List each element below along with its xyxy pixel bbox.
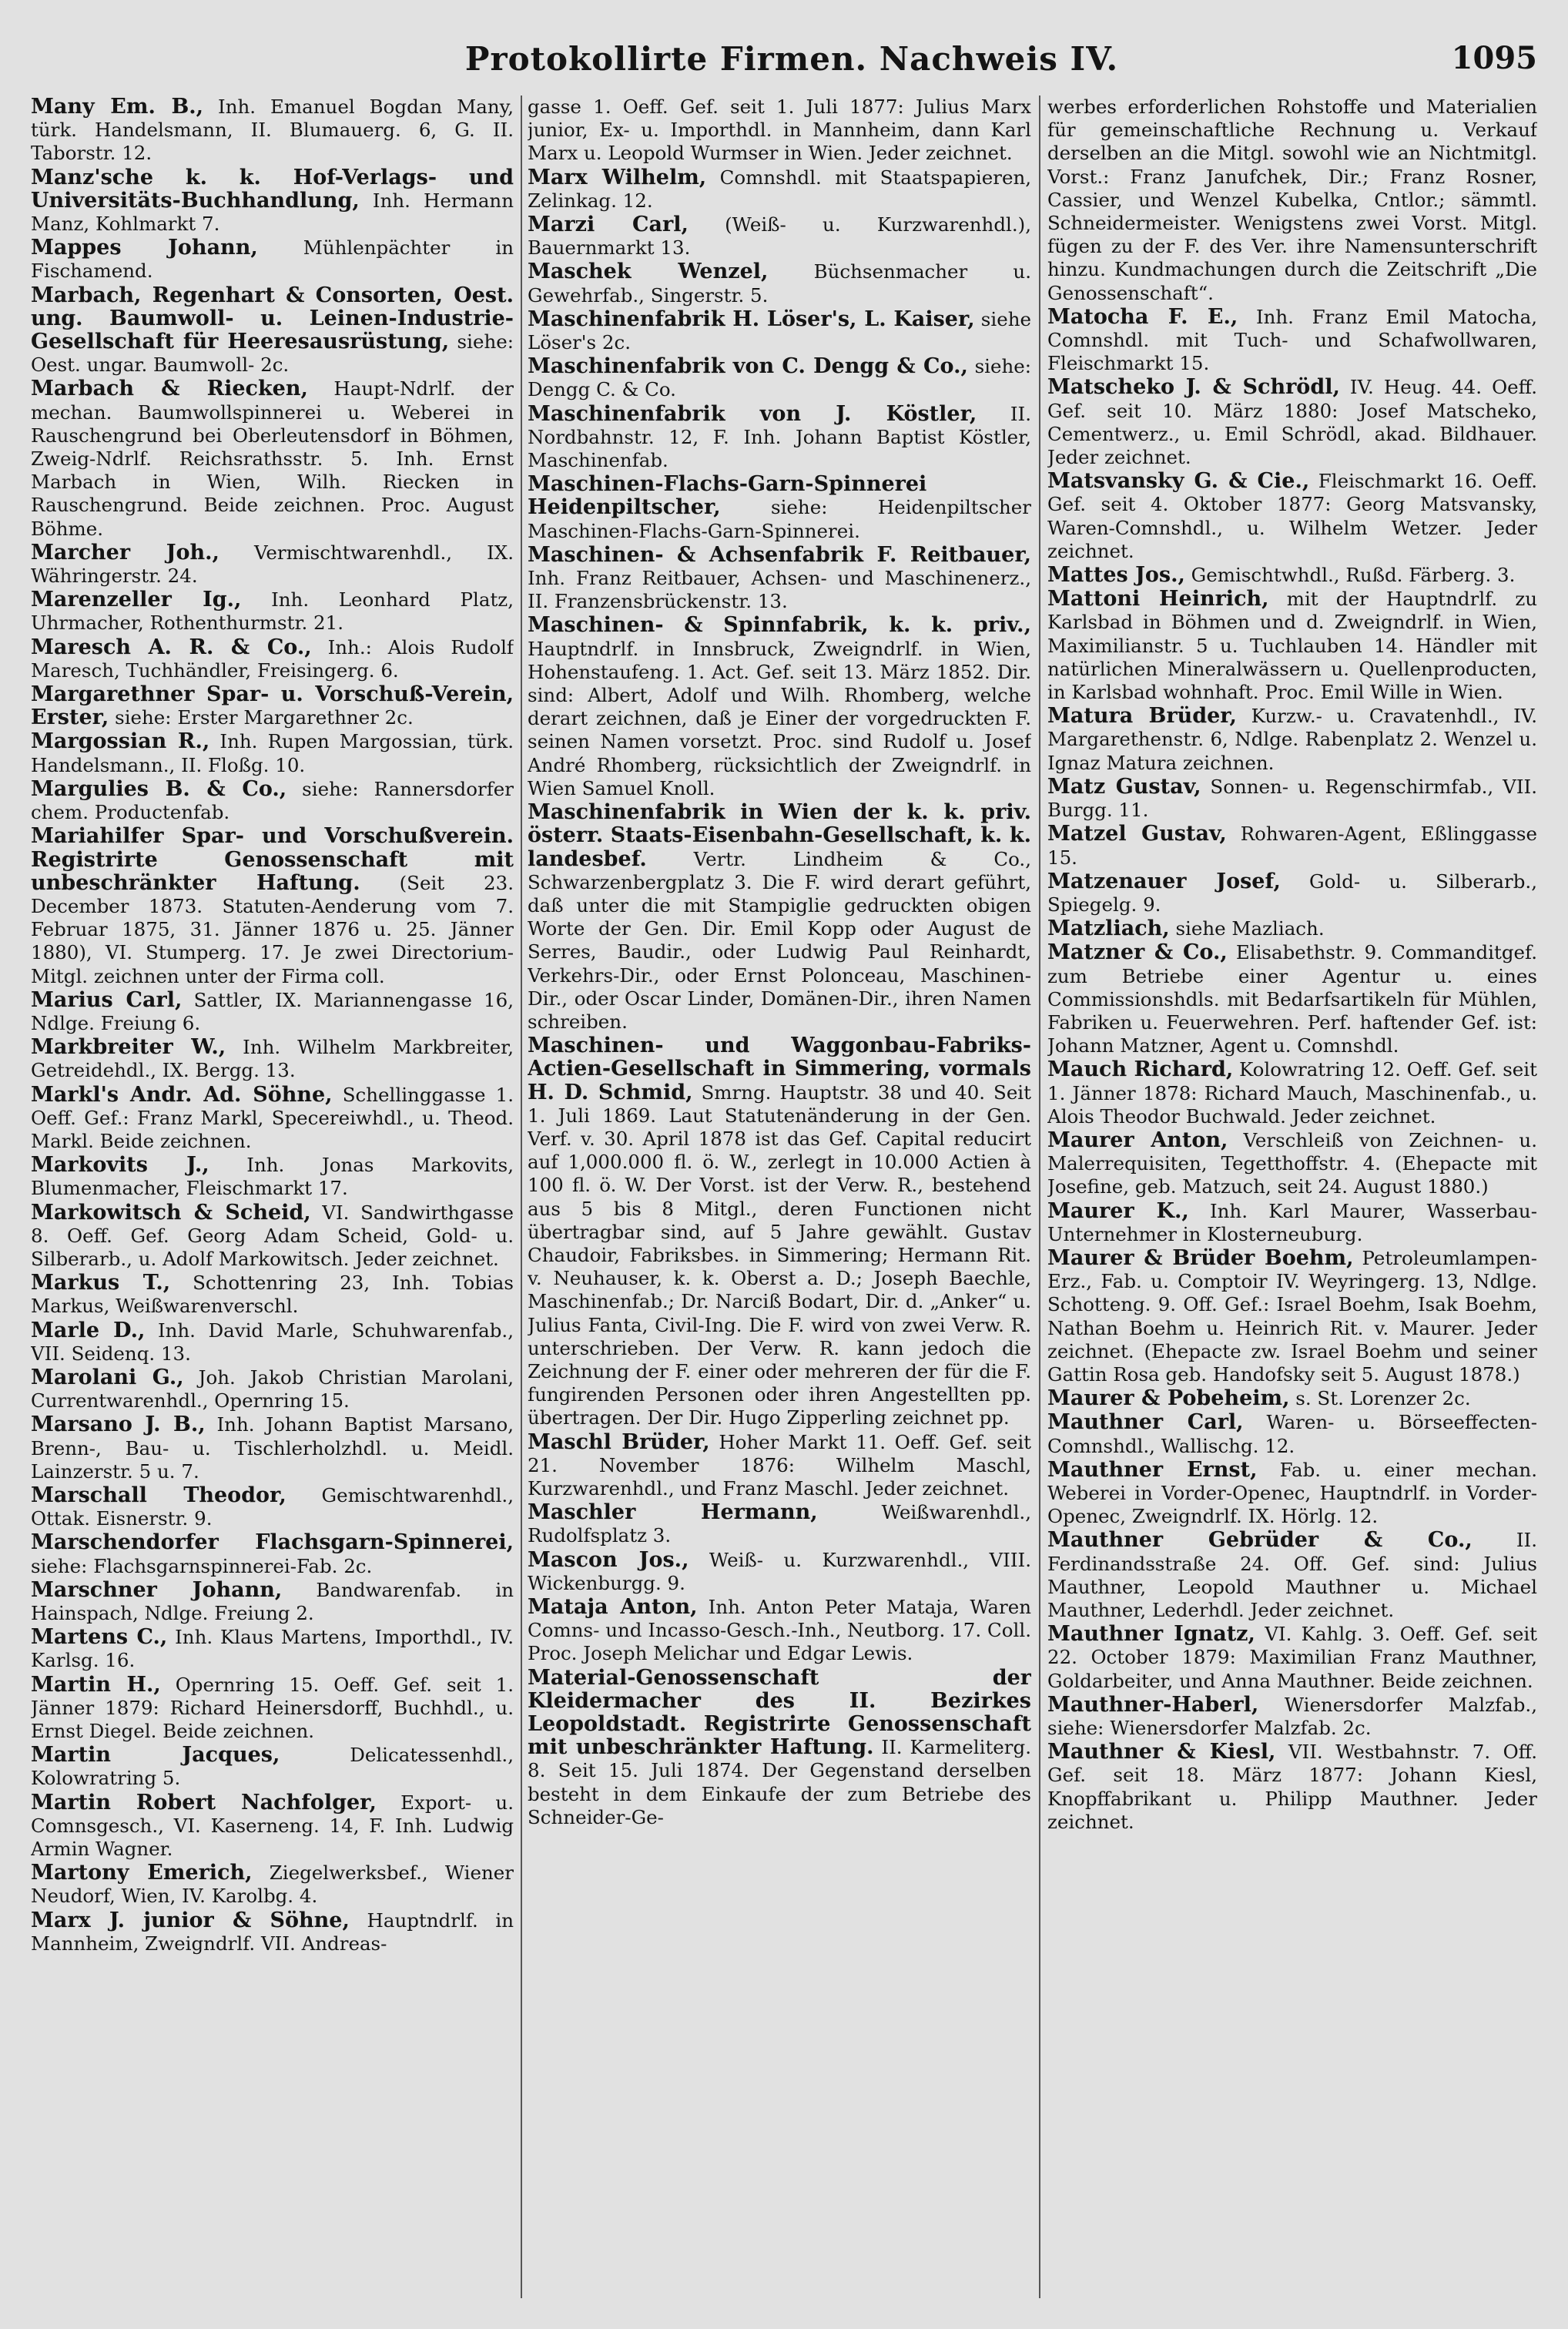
firm-name: Many Em. B., [31,96,204,119]
entry-text: Hoher Markt 11. Oeff. Gef. seit 21. November 1876: Wilhelm Maschl, Kurzwarenhdl., und Franz Maschl. Jeder zeichnet. [528,1430,1031,1500]
directory-entry [528,1034,1031,1429]
entry-text: Kolowratring 12. Oeff. Gef. seit 1. Jänner 1878: Richard Mauch, Maschinenfab., u. Alois Theodor Buchwald. Jeder zeichnet. [1047,1058,1537,1128]
firm-name: Marx J. junior & Söhne, [31,1908,350,1932]
firm-name: Marsano J. B., [31,1412,206,1437]
firm-name: Maresch A. R. & Co., [31,635,312,659]
firm-name: Mattes Jos., [1047,563,1185,588]
directory-entry [31,730,514,776]
entry-text: Weiß- u. Kurzwarenhdl., VIII. Wickenburgg. 9. [528,1548,1031,1594]
directory-entry [1047,1623,1537,1693]
directory-entry [31,1154,514,1200]
firm-name: Margulies B. & Co., [31,776,287,801]
entry-text: Gemischtwhdl., Rußd. Färberg. 3. [1184,564,1516,587]
directory-entry [528,403,1031,473]
directory-entry [1047,941,1537,1057]
column-divider [1039,96,1040,2298]
entry-text: Comnshdl. mit Staatspapieren, Zelinkag. 12. [528,166,1031,212]
page-header [46,40,1537,86]
firm-name: Maschinenfabrik in Wien der k. k. priv. österr. Staats-Eisenbahn-Gesellschaft, k. k. landesbef. [528,800,1031,871]
directory-entry [528,166,1031,213]
directory-entry [1047,564,1537,587]
directory-entry [1047,588,1537,704]
directory-entry [31,1366,514,1412]
running-title: Protokollirte Firmen. Nachweis IV. [464,40,1119,78]
entry-text: Delicatessenhdl., Kolowratring 5. [31,1744,514,1790]
directory-entry [31,825,514,987]
firm-name: Maschinen- & Achsenfabrik F. Reitbauer, [528,542,1031,567]
directory-entry [1047,1200,1537,1246]
firm-name: Martin Robert Nachfolger, [31,1790,377,1815]
firm-name: Marschner Johann, [31,1577,283,1602]
firm-name: Maschinenfabrik von J. Köstler, [528,401,977,426]
directory-entry [528,355,1031,401]
firm-name: Matsvansky G. & Cie., [1047,469,1310,494]
firm-name: Maschinenfabrik H. Löser's, L. Kaiser, [528,307,975,331]
firm-name: Marolani G., [31,1365,184,1389]
firm-name: Marzi Carl, [528,213,689,237]
firm-name: Marenzeller Ig., [31,588,242,612]
entry-text: siehe Mazliach. [1169,917,1325,940]
entry-text: Büchsenmacher u. Gewehrfab., Singerstr. 5. [528,260,1031,307]
firm-name: Maurer & Brüder Boehm, [1047,1245,1354,1270]
entry-text: siehe: Erster Margarethner 2c. [109,706,414,729]
firm-name: Mariahilfer Spar- und Vorschußverein. Registrirte Genossenschaft mit unbeschränkter Haftung. [31,824,514,895]
entry-text: Petroleumlampen-Erz., Fab. u. Comptoir IV. Weyringerg. 13, Ndlge. Schotteng. 9. Off. Gef.: Israel Boehm, Isak Boehm, Nathan Boehm u. Heinrich Rit. v. Maurer. Jeder zeichnet. (Ehepacte zw. Israel Boehm und seiner Gattin Rosa geb. Handofsky seit 5. August 1878.) [1047,1246,1537,1386]
firm-name: Matscheko J. & Schrödl, [1047,375,1340,400]
firm-name: Marius Carl, [31,987,183,1012]
firm-name: Maschek Wenzel, [528,260,769,284]
entry-text: Gold- u. Silberarb., Spiegelg. 9. [1047,870,1537,916]
firm-name: Maschinen-Flachs-Garn-Spinnerei Heidenpiltscher, [528,472,927,520]
directory-entry [528,1501,1031,1547]
entry-text: Inh. Rupen Margossian, türk. Handelsmann., II. Floßg. 10. [31,730,514,776]
firm-name: Matz Gustav, [1047,774,1201,799]
entry-text: s. St. Lorenzer 2c. [1289,1387,1471,1410]
firm-name: Matzner & Co., [1047,940,1228,965]
directory-entry [1047,705,1537,775]
firm-name: Mauthner Gebrüder & Co., [1047,1528,1473,1553]
directory-entry [31,1744,514,1790]
directory-columns [31,96,1537,2298]
directory-entry [528,1549,1031,1595]
entry-text: Wienersdorfer Malzfab., siehe: Wienersdorfer Malzfab. 2c. [1047,1693,1537,1740]
directory-entry [528,544,1031,614]
directory-entry [528,614,1031,800]
firm-name: Matzenauer Josef, [1047,869,1281,893]
entry-text: Sonnen- u. Regenschirmfab., VII. Burgg. 11. [1047,775,1537,822]
directory-entry [1047,1247,1537,1386]
firm-name: Mauthner Carl, [1047,1410,1244,1435]
directory-entry [528,96,1031,166]
directory-entry [528,213,1031,260]
firm-name: Mascon Jos., [528,1547,689,1572]
directory-entry [528,260,1031,307]
directory-entry [31,236,514,283]
firm-name: Markl's Andr. Ad. Söhne, [31,1082,333,1107]
entry-text: (Weiß- u. Kurzwarenhdl.), Bauernmarkt 13. [528,213,1031,260]
entry-text: Export- u. Comnsgesch., VI. Kaserneng. 14, F. Inh. Ludwig Armin Wagner. [31,1791,514,1861]
entry-text: Weißwarenhdl., Rudolfsplatz 3. [528,1501,1031,1547]
firm-name: Mattoni Heinrich, [1047,587,1269,612]
entry-text: siehe: Flachsgarnspinnerei-Fab. 2c. [31,1554,373,1577]
directory-entry [1047,470,1537,563]
firm-name: Mauthner Ernst, [1047,1457,1258,1482]
firm-name: Material-Genossenschaft der Kleidermacher des II. Bezirkes Leopoldstadt. Registrirte Genossenschaft mit unbeschränkter Haftung. [528,1665,1031,1760]
entry-text: Rohwaren-Agent, Eßlinggasse 15. [1047,823,1537,869]
directory-entry [31,1084,514,1154]
firm-name: Maschinenfabrik von C. Dengg & Co., [528,354,968,379]
directory-entry [1047,1129,1537,1199]
directory-entry [528,1596,1031,1666]
directory-entry [528,473,1031,543]
entry-text: VI. Sandwirthgasse 8. Oeff. Gef. Georg Adam Scheid, Gold- u. Silberarb., u. Adolf Markowitsch. Jeder zeichnet. [31,1201,514,1270]
firm-name: Markovits J., [31,1153,209,1178]
firm-name: Marbach, Regenhart & Consorten, Oest. ung. Baumwoll- u. Leinen-Industrie-Gesellschaft für Heeresausrüstung, [31,283,514,354]
entry-text: Fab. u. einer mechan. Weberei in Vorder-Openec, Hauptndrlf. in Vorder-Openec, Zweigndrlf. IX. Hörlg. 12. [1047,1458,1537,1528]
entry-text: Hauptndrlf. in Innsbruck, Zweigndrlf. in Wien, Hohenstaufeng. 1. Act. Gef. seit 13. März 1852. Dir. sind: Albert, Adolf und Wilh. Rhomberg, welche derart zeichnen, daß je Einer der vorgedruckten F. seinen Namen vorsetzt. Proc. sind Rudolf u. Josef André Rhomberg, rücksichtlich der Zweigndrlf. in Wien Samuel Knoll. [528,637,1031,799]
firm-name: Mauch Richard, [1047,1057,1234,1082]
firm-name: Maschl Brüder, [528,1429,710,1454]
entry-text: Inh. Klaus Martens, Importhdl., IV. Karlsg. 16. [31,1626,514,1672]
directory-entry [1047,776,1537,822]
entry-text: Inh. Emanuel Bogdan Many, türk. Handelsmann, II. Blumauerg. 6, G. II. Taborstr. 12. [31,96,514,165]
firm-name: Margossian R., [31,729,210,754]
firm-name: Matura Brüder, [1047,704,1237,729]
directory-entry [31,1862,514,1908]
directory-entry [1047,306,1537,376]
firm-name: Maurer K., [1047,1198,1189,1223]
directory-entry [1047,870,1537,917]
firm-name: Mauthner & Kiesl, [1047,1740,1276,1764]
column-divider [521,96,522,2298]
entry-text: Inh. David Marle, Schuhwarenfab., VII. Seidenq. 13. [31,1319,514,1365]
firm-name: Marx Wilhelm, [528,165,707,189]
entry-text: Fleischmarkt 16. Oeff. Gef. seit 4. Oktober 1877: Georg Matsvansky, Waren-Comnshdl., u. Wilhelm Wetzer. Jeder zeichnet. [1047,470,1537,562]
firm-name: Mappes Johann, [31,236,258,260]
entry-text: II. Karmeliterg. 8. Seit 15. Juli 1874. Der Gegenstand derselben besteht in dem Einkaufe der zum Betriebe des Schneider-Ge- [528,1736,1031,1828]
firm-name: Maurer & Pobeheim, [1047,1386,1290,1411]
entry-text: Inh. Wilhelm Markbreiter, Getreidehdl., IX. Bergg. 13. [31,1036,514,1082]
directory-entry [31,1909,514,1955]
column-middle [528,96,1031,2298]
directory-entry [31,1791,514,1862]
directory-entry [1047,823,1537,869]
directory-entry [31,166,514,236]
directory-entry [528,1667,1031,1829]
page-number: 1095 [1451,40,1537,76]
directory-entry [31,1036,514,1082]
entry-text: Vertr. Lindheim & Co., Schwarzenbergplatz 3. Die F. wird derart geführt, daß unter die mit Stampiglie gedruckten obigen Worte der Gen. Dir. Emil Kopp oder August de Serres, Baudir., oder Ludwig Paul Reinhardt, Verkehrs-Dir., oder Ernst Polonceau, Maschinen-Dir., oder Oscar Linder, Domänen-Dir., ihren Namen schreiben. [528,847,1031,1033]
firm-name: Matzel Gustav, [1047,822,1227,846]
firm-name: Mataja Anton, [528,1595,698,1619]
directory-entry [1047,96,1537,305]
directory-entry [31,1674,514,1744]
directory-entry [528,1431,1031,1501]
directory-entry [31,1626,514,1672]
entry-text: Ziegelwerksbef., Wiener Neudorf, Wien, IV. Karolbg. 4. [31,1862,514,1908]
directory-entry [31,541,514,588]
entry-text: Smrng. Hauptstr. 38 und 40. Seit 1. Juli 1869. Laut Statutenänderung in der Gen. Verf. v. 30. April 1878 ist das Gef. Capital reducirt auf 1,000.000 fl. ö. W., zerlegt in 10.000 Actien à 100 fl. ö. W. Der Vorst. ist der Verw. R., bestehend aus 5 bis 8 Mitgl., deren Functionen nicht übertragbar sind, auf 5 Jahre gewählt. Gustav Chaudoir, Fabriksbes. in Simmering; Hermann Rit. v. Neuhauser, k. k. Oberst a. D.; Joseph Baechle, Maschinenfab.; Dr. Narciß Bodart, Dir. d. „Anker“ u. Julius Fanta, Civil-Ing. Die F. wird von zwei Verw. R. unterschrieben. Der Verw. R. kann jedoch die Zeichnung der F. einer oder mehreren der für die F. fungirenden Personen oder ihren Angestellten pp. übertragen. Der Dir. Hugo Zipperling zeichnet pp. [528,1081,1031,1429]
firm-name: Marle D., [31,1318,146,1342]
entry-text: Hauptndrlf. in Mannheim, Zweigndrlf. VII. Andreas- [31,1908,514,1955]
directory-entry [31,588,514,635]
directory-entry [528,308,1031,354]
directory-entry [31,1201,514,1272]
firm-name: Markus T., [31,1271,171,1295]
directory-entry [31,284,514,377]
firm-name: Manz'sche k. k. Hof-Verlags- und Universitäts-Buchhandlung, [31,165,514,213]
entry-text: Bandwarenfab. in Hainspach, Ndlge. Freiung 2. [31,1578,514,1624]
directory-entry [31,377,514,540]
entry-text: Schellinggasse 1. Oeff. Gef.: Franz Markl, Specereiwhdl., u. Theod. Markl. Beide zeichnen. [31,1083,514,1152]
firm-name: Maschinen- und Waggonbau-Fabriks-Actien-Gesellschaft in Simmering, vormals H. D. Schmid, [528,1034,1031,1104]
firm-name: Marschall Theodor, [31,1483,286,1507]
firm-name: Margarethner Spar- u. Vorschuß-Verein, Erster, [31,682,514,730]
firm-name: Mauthner-Haberl, [1047,1692,1259,1717]
entry-text: Joh. Jakob Christian Marolani, Currentwarenhdl., Opernring 15. [31,1366,514,1412]
firm-name: Maurer Anton, [1047,1128,1228,1152]
firm-name: Matocha F. E., [1047,304,1238,329]
directory-entry [528,801,1031,1034]
column-left [31,96,514,2298]
entry-text: Schottenring 23, Inh. Tobias Markus, Weißwarenverschl. [31,1272,514,1318]
entry-text: Gemischtwarenhdl., Ottak. Eisnerstr. 9. [31,1483,514,1530]
entry-text: siehe: Dengg C. & Co. [528,355,1031,401]
directory-entry [31,778,514,824]
firm-name: Martin H., [31,1672,161,1697]
column-right [1047,96,1537,2298]
directory-entry [31,1531,514,1577]
firm-name: Martony Emerich, [31,1861,253,1885]
entry-text: II. Nordbahnstr. 12, F. Inh. Johann Baptist Köstler, Maschinenfab. [528,402,1031,472]
directory-entry [31,96,514,166]
entry-text: (Seit 23. December 1873. Statuten-Aenderung vom 7. Februar 1875, 31. Jänner 1876 u. 25. Jänner 1880), VI. Stumperg. 17. Je zwei Directorium-Mitgl. zeichnen unter der Firma coll. [31,871,514,987]
entry-text: gasse 1. Oeff. Gef. seit 1. Juli 1877: Julius Marx junior, Ex- u. Importhdl. in Mannheim, dann Karl Marx u. Leopold Wurmser in Wien. Jeder zeichnet. [528,96,1031,165]
entry-text: Opernring 15. Oeff. Gef. seit 1. Jänner 1879: Richard Heinersdorff, Buchhdl., u. Ernst Diegel. Beide zeichnen. [31,1673,514,1743]
firm-name: Marbach & Riecken, [31,377,308,401]
entry-text: Waren- u. Börseeffecten-Comnshdl., Wallischg. 12. [1047,1411,1537,1457]
entry-text: siehe: Heidenpiltscher Maschinen-Flachs-Garn-Spinnerei. [528,496,1031,542]
firm-name: Martens C., [31,1625,168,1650]
directory-entry [31,1484,514,1530]
directory-entry [31,989,514,1035]
entry-text: Inh. Leonhard Platz, Uhrmacher, Rothenthurmstr. 21. [31,588,514,635]
entry-text: Mühlenpächter in Fischamend. [31,236,514,283]
entry-text: siehe: Rannersdorfer chem. Productenfab. [31,777,514,824]
directory-entry [1047,1058,1537,1128]
entry-text: Vermischtwarenhdl., IX. Währingerstr. 24. [31,541,514,588]
entry-text: siehe: Oest. ungar. Baumwoll- 2c. [31,330,514,377]
directory-entry [31,1579,514,1625]
entry-text: Kurzw.- u. Cravatenhdl., IV. Margarethenstr. 6, Ndlge. Rabenplatz 2. Wenzel u. Ignaz Matura zeichnen. [1047,705,1537,774]
entry-text: Inh. Franz Emil Matocha, Comnshdl. mit Tuch- und Schafwollwaren, Fleischmarkt 15. [1047,305,1537,375]
firm-name: Marschendorfer Flachsgarn-Spinnerei, [31,1530,514,1555]
entry-text: Haupt-Ndrlf. der mechan. Baumwollspinnerei u. Weberei in Rauschengrund bei Oberleutensdorf in Böhmen, Zweig-Ndrlf. Reichsrathsstr. 5. Inh. Ernst Marbach in Wien, Wilh. Riecken in Rauschengrund. Beide zeichnen. Proc. August Böhme. [31,377,514,540]
entry-text: mit der Hauptndrlf. zu Karlsbad in Böhmen und d. Zweigndrlf. in Wien, Maximilianstr. 5 u. Tuchlauben 14. Händler mit natürlichen Mineralwässern u. Quellenproducten, in Karlsbad wohnhaft. Proc. Emil Wille in Wien. [1047,588,1537,704]
directory-entry [1047,1694,1537,1740]
entry-text: IV. Heug. 44. Oeff. Gef. seit 10. März 1880: Josef Matscheko, Cementwerz., u. Emil Schrödl, akad. Bildhauer. Jeder zeichnet. [1047,376,1537,469]
directory-entry [1047,1387,1537,1410]
entry-text: Inh. Hermann Manz, Kohlmarkt 7. [31,189,514,236]
entry-text: Inh. Franz Reitbauer, Achsen- und Maschinenerz., II. Franzensbrückenstr. 13. [528,567,1031,613]
directory-entry [31,1272,514,1318]
entry-text: Inh. Karl Maurer, Wasserbau-Unternehmer in Klosterneuburg. [1047,1199,1537,1245]
entry-text: Inh. Anton Peter Mataja, Waren Comns- und Incasso-Gesch.-Inh., Neutborg. 17. Coll. Proc. Joseph Melichar und Edgar Lewis. [528,1596,1031,1665]
directory-entry [31,1413,514,1483]
entry-text: Elisabethstr. 9. Commanditgef. zum Betriebe einer Agentur u. eines Commissionshdls. mit Bedarfsartikeln für Mühlen, Fabriken u. Feuerwehren. Perf. haftender Gef. ist: Johann Matzner, Agent u. Comnshdl. [1047,941,1537,1057]
directory-entry [31,683,514,729]
entry-text: VI. Kahlg. 3. Oeff. Gef. seit 22. October 1879: Maximilian Franz Mauthner, Goldarbeiter, und Anna Mauthner. Beide zeichnen. [1047,1623,1537,1692]
directory-entry [1047,1529,1537,1622]
firm-name: Marcher Joh., [31,540,219,565]
firm-name: Maschinen- & Spinnfabrik, k. k. priv., [528,613,1031,638]
directory-entry [1047,917,1537,940]
directory-entry [31,636,514,682]
entry-text: Sattler, IX. Mariannengasse 16, Ndlge. Freiung 6. [31,988,514,1034]
firm-name: Matzliach, [1047,917,1170,941]
entry-text: Inh. Johann Baptist Marsano, Brenn-, Bau- u. Tischlerholzhdl. u. Meidl. Lainzerstr. 5 u. 7. [31,1413,514,1483]
entry-text: Verschleiß von Zeichnen- u. Malerrequisiten, Tegetthoffstr. 4. (Ehepacte mit Josefine, geb. Matzuch, seit 24. August 1880.) [1047,1128,1537,1198]
firm-name: Maschler Hermann, [528,1500,818,1525]
firm-name: Markbreiter W., [31,1035,226,1060]
entry-text: Inh.: Alois Rudolf Maresch, Tuchhändler, Freisingerg. 6. [31,635,514,682]
entry-text: siehe Löser's 2c. [528,307,1031,354]
entry-text: VII. Westbahnstr. 7. Off. Gef. seit 18. März 1877: Johann Kiesl, Knopffabrikant u. Philipp Mauthner. Jeder zeichnet. [1047,1741,1537,1833]
firm-name: Martin Jacques, [31,1743,280,1768]
firm-name: Mauthner Ignatz, [1047,1622,1255,1647]
directory-entry [1047,376,1537,469]
directory-entry [1047,1741,1537,1834]
firm-name: Markowitsch & Scheid, [31,1200,311,1225]
entry-text: werbes erforderlichen Rohstoffe und Materialien für gemeinschaftliche Rechnung u. Verkauf derselben an die Mitgl. sowohl wie an Nichtmitgl. Vorst.: Franz Janufchek, Dir.; Franz Rosner, Cassier, und Wenzel Kubelka, Cntlor.; sämmtl. Schneidermeister. Wenigstens zwei Vorst. Mitgl. fügen zu der F. des Ver. ihre Namensunterschrift hinzu. Kundmachungen durch die Zeitschrift „Die Genossenschaft“. [1047,96,1537,304]
directory-entry [31,1319,514,1366]
entry-text: II. Ferdinandsstraße 24. Off. Gef. sind: Julius Mauthner, Leopold Mauthner u. Michael Mauthner, Lederhdl. Jeder zeichnet. [1047,1529,1537,1621]
directory-entry [1047,1459,1537,1529]
entry-text: Inh. Jonas Markovits, Blumenmacher, Fleischmarkt 17. [31,1154,514,1200]
directory-entry [1047,1411,1537,1457]
